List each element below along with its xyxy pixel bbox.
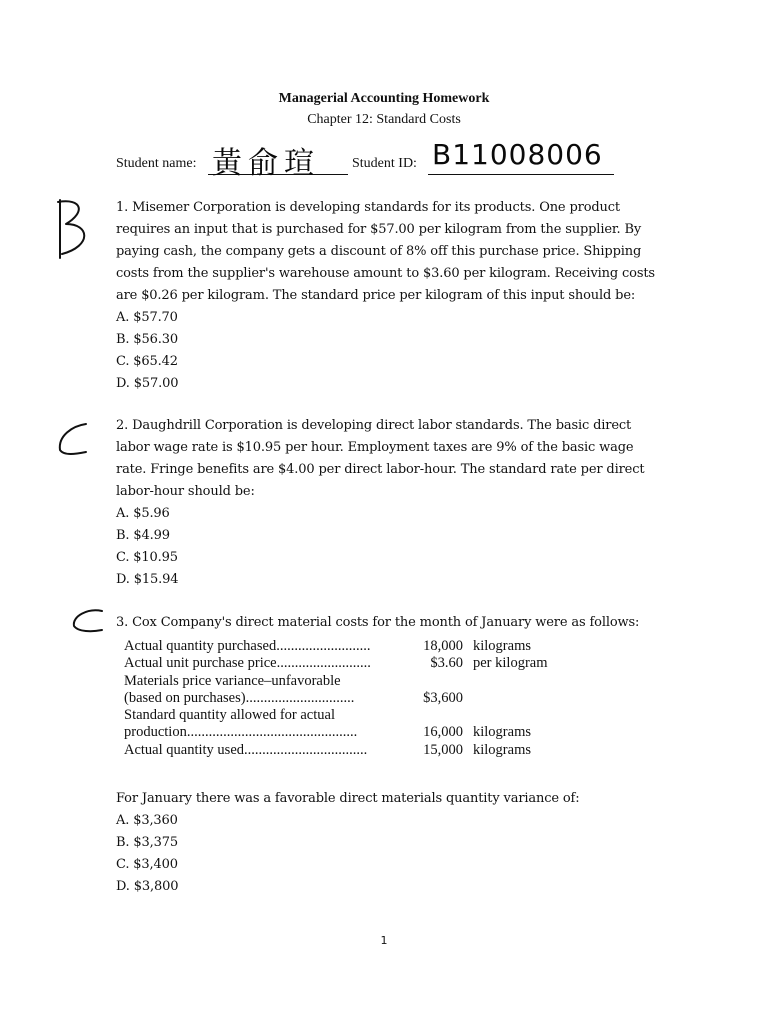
- table-cell-num: $3.60: [430, 655, 463, 672]
- table-row: [124, 673, 573, 690]
- question-1-option-c: C. $65.42: [116, 354, 178, 369]
- answer-c-icon: [68, 606, 108, 636]
- question-1-option-b: B. $56.30: [116, 332, 178, 347]
- table-row: [124, 724, 573, 741]
- question-3-option-c: C. $3,400: [116, 857, 178, 872]
- table-cell-desc: Actual quantity purchased..........................: [124, 638, 371, 654]
- table-cell-num: 16,000: [423, 724, 463, 741]
- table-row: [124, 690, 573, 707]
- table-cell-num: [406, 673, 473, 690]
- question-2-text: 2. Daughdrill Corporation is developing direct labor standards. The basic direct labor wage rate is $10.95 per hour. Employment taxes are 9% of the basic wage rate. Fringe benefits are $4.00 per direct labor-hour. The standard rate per direct labor-hour should be:: [116, 418, 645, 499]
- question-3-text: 3. Cox Company's direct material costs for the month of January were as follows:: [116, 615, 640, 630]
- table-cell-unit: kilograms: [473, 741, 531, 758]
- question-1-text: 1. Misemer Corporation is developing standards for its products. One product requires an input that is purchased for $57.00 per kilogram from the supplier. By paying cash, the company gets a discount of 8% off this purchase price. Shipping costs from the supplier's warehouse amount to $3.60 per kilogram. Receiving costs are $0.26 per kilogram. The standard price per kilogram of this input should be:: [116, 200, 655, 303]
- document-subtitle: Chapter 12: Standard Costs: [307, 112, 461, 127]
- question-2-option-a: A. $5.96: [116, 506, 170, 521]
- handwritten-answer-b: [52, 196, 92, 260]
- question-3-followup-text: For January there was a favorable direct materials quantity variance of:: [116, 791, 580, 806]
- question-2: [116, 415, 656, 591]
- question-1-option-d: D. $57.00: [116, 376, 179, 391]
- handwritten-answer-c-2: [68, 606, 108, 636]
- question-2-option-d: D. $15.94: [116, 572, 179, 587]
- table-cell-num: $3,600: [423, 689, 463, 706]
- student-info-row: [116, 138, 636, 181]
- answer-c-icon: [54, 420, 94, 460]
- table-cell-unit: per kilogram: [473, 655, 548, 672]
- table-row: [124, 742, 573, 759]
- handwritten-answer-c-1: [54, 420, 94, 460]
- table-cell-desc: Standard quantity allowed for actual: [124, 707, 335, 724]
- table-row: [124, 638, 573, 655]
- table-cell-desc: (based on purchases)..............................: [124, 689, 355, 706]
- student-name-handwritten: 黃俞瑄: [212, 146, 320, 181]
- question-3-option-d: D. $3,800: [116, 879, 179, 894]
- table-cell-desc: Materials price variance–unfavorable: [124, 672, 341, 689]
- table-row: [124, 707, 573, 724]
- question-3-followup: [116, 788, 656, 898]
- table-cell-desc: Actual unit purchase price..........................: [124, 655, 371, 672]
- answer-b-icon: [52, 196, 92, 260]
- question-2-option-b: B. $4.99: [116, 528, 170, 543]
- student-name-label: Student name:: [116, 156, 197, 171]
- student-id-handwritten: B11008006: [432, 138, 603, 171]
- table-cell-num: 15,000: [423, 741, 463, 758]
- table-cell-unit: kilograms: [473, 638, 531, 654]
- table-cell-unit: [473, 673, 573, 690]
- student-id-line: [428, 174, 614, 175]
- question-3-option-b: B. $3,375: [116, 835, 178, 850]
- page-number: 1: [380, 934, 388, 947]
- table-cell-unit: kilograms: [473, 724, 531, 741]
- table-cell-desc: production...............................................: [124, 724, 358, 741]
- table-cell-unit: [473, 707, 573, 724]
- document-title: Managerial Accounting Homework: [278, 91, 490, 106]
- question-3: [116, 612, 656, 634]
- question-2-option-c: C. $10.95: [116, 550, 178, 565]
- cox-cost-table: [124, 638, 573, 759]
- table-cell-num: [406, 707, 473, 724]
- question-1-option-a: A. $57.70: [116, 310, 178, 325]
- student-id-label: Student ID:: [352, 156, 417, 171]
- table-row: [124, 655, 573, 672]
- table-cell-desc: Actual quantity used..................................: [124, 741, 368, 758]
- question-1: [116, 197, 656, 395]
- table-cell-num: 18,000: [423, 638, 463, 654]
- table-cell-unit: [473, 690, 573, 707]
- question-3-option-a: A. $3,360: [116, 813, 178, 828]
